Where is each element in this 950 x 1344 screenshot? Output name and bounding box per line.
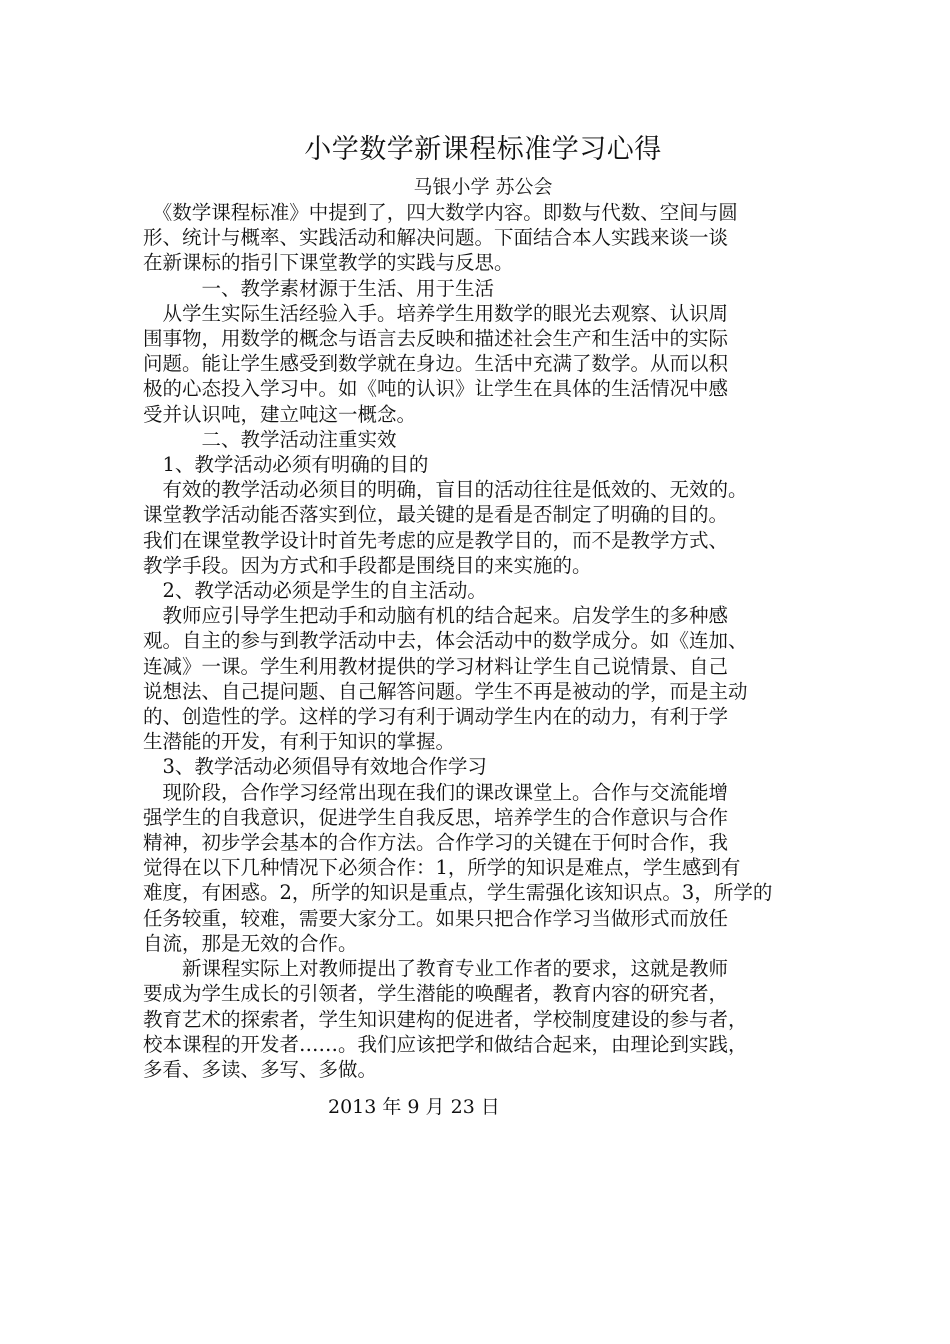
body-line: 从学生实际生活经验入手。培养学生用数学的眼光去观察、认识周 [143,301,729,325]
body-line: 连减》一课。学生利用教材提供的学习材料让学生自己说情景、自己 [143,654,729,678]
document-title: 小学数学新课程标准学习心得 [304,134,662,165]
body-line: 生潜能的开发，有利于知识的掌握。 [143,730,456,754]
body-line: 受并认识吨，建立吨这一概念。 [143,402,417,426]
body-line: 观。自主的参与到教学活动中去，体会活动中的数学成分。如《连加、 [143,629,748,653]
body-line: 多看、多读、多写、多做。 [143,1057,378,1081]
body-line: 课堂教学活动能否落实到位，最关键的是看是否制定了明确的目的。 [143,503,729,527]
body-line: 教育艺术的探索者，学生知识建构的促进者，学校制度建设的参与者， [143,1007,748,1031]
document-author: 马银小学 苏公会 [413,176,553,198]
body-line: 新课程实际上对教师提出了教育专业工作者的要求，这就是教师 [143,957,729,981]
body-line: 有效的教学活动必须目的明确，盲目的活动往往是低效的、无效的。 [143,478,748,502]
body-line: 要成为学生成长的引领者，学生潜能的唤醒者，教育内容的研究者， [143,982,729,1006]
body-line: 觉得在以下几种情况下必须合作：1，所学的知识是难点，学生感到有 [143,856,741,880]
body-line: 在新课标的指引下课堂教学的实践与反思。 [143,251,514,275]
body-line: 问题。能让学生感受到数学就在身边。生活中充满了数学。从而以积 [143,352,729,376]
body-line: 精神，初步学会基本的合作方法。合作学习的关键在于何时合作，我 [143,831,729,855]
subsection-heading-2: 2、教学活动必须是学生的自主活动。 [143,579,487,603]
section-heading-1: 一、教学素材源于生活、用于生活 [143,276,495,300]
body-line: 教师应引导学生把动手和动脑有机的结合起来。启发学生的多种感 [143,604,729,628]
body-line: 难度，有困惑。2，所学的知识是重点，学生需强化该知识点。3，所学的 [143,881,773,905]
subsection-heading-3: 3、教学活动必须倡导有效地合作学习 [143,755,487,779]
body-line: 说想法、自己提问题、自己解答问题。学生不再是被动的学，而是主动 [143,679,748,703]
body-line: 形、统计与概率、实践活动和解决问题。下面结合本人实践来谈一谈 [143,226,729,250]
body-line: 极的心态投入学习中。如《吨的认识》让学生在具体的生活情况中感 [143,377,729,401]
body-line: 围事物，用数学的概念与语言去反映和描述社会生产和生活中的实际 [143,327,729,351]
body-line: 《数学课程标准》中提到了，四大数学内容。即数与代数、空间与圆 [143,201,738,224]
body-line: 我们在课堂教学设计时首先考虑的应是教学目的，而不是教学方式、 [143,528,729,552]
document-body [143,130,823,1082]
body-line: 的、创造性的学。这样的学习有利于调动学生内在的动力，有利于学 [143,705,729,729]
document-date: 2013 年 9 月 23 日 [328,1096,500,1118]
body-line: 教学手段。因为方式和手段都是围绕目的来实施的。 [143,553,592,577]
section-heading-2: 二、教学活动注重实效 [143,427,397,451]
body-line: 现阶段，合作学习经常出现在我们的课改课堂上。合作与交流能增 [143,780,729,804]
body-line: 自流，那是无效的合作。 [143,931,358,955]
subsection-heading-1: 1、教学活动必须有明确的目的 [143,453,429,477]
body-line: 任务较重，较难，需要大家分工。如果只把合作学习当做形式而放任 [143,906,729,930]
body-line: 强学生的自我意识，促进学生自我反思，培养学生的合作意识与合作 [143,805,729,829]
body-line: 校本课程的开发者……。我们应该把学和做结合起来，由理论到实践， [143,1032,748,1056]
